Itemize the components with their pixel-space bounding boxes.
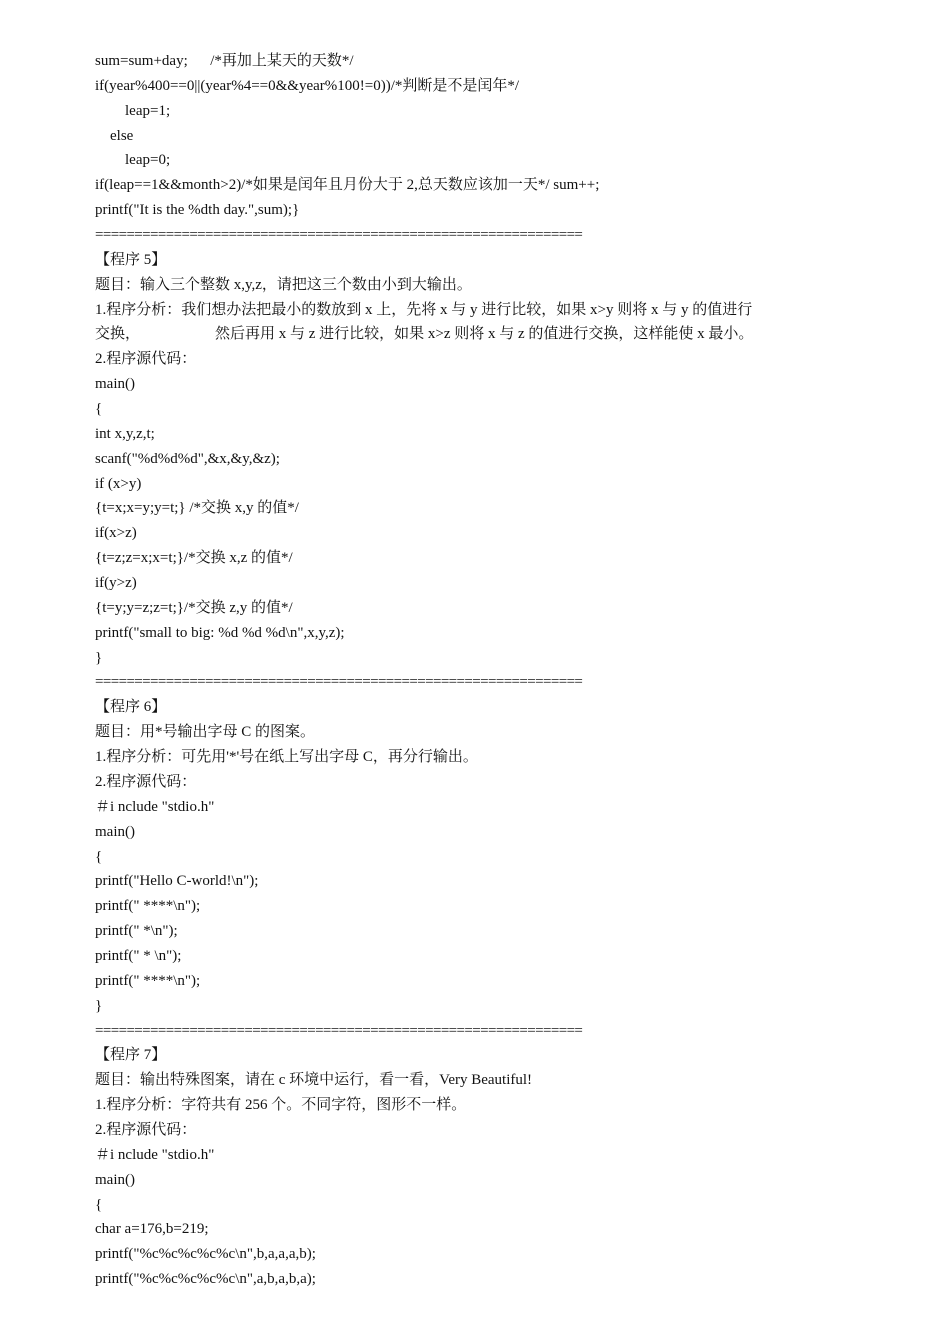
code-line: if(year%400==0||(year%4==0&&year%100!=0))/*判断是不是闰年*/ <box>95 77 520 94</box>
analysis-text: 1.程序分析：我们想办法把最小的数放到 x 上，先将 x 与 y 进行比较，如果 x>y 则将 x 与 y 的值进行 <box>95 301 753 318</box>
code-line: {t=z;z=x;x=t;}/*交换 x,z 的值*/ <box>95 550 293 567</box>
code-line: else <box>95 127 134 144</box>
source-code-label: 2.程序源代码： <box>95 1121 197 1138</box>
code-line: { <box>95 848 103 865</box>
analysis-text: 1.程序分析：可先用'*'号在纸上写出字母 C，再分行输出。 <box>95 749 478 766</box>
section-heading: 【程序 7】 <box>95 1047 167 1064</box>
code-line: leap=1; <box>95 102 171 119</box>
problem-statement: 题目：用*号输出字母 C 的图案。 <box>95 724 316 741</box>
separator-line: ============================================================== <box>95 674 583 691</box>
code-line: {t=x;x=y;y=t;} /*交换 x,y 的值*/ <box>95 500 299 517</box>
code-line: ＃i nclude "stdio.h" <box>95 1146 215 1163</box>
separator-line: ============================================================== <box>95 227 583 244</box>
code-line: char a=176,b=219; <box>95 1221 209 1238</box>
code-line: if (x>y) <box>95 475 142 492</box>
section-heading: 【程序 5】 <box>95 251 167 268</box>
code-line: } <box>95 997 103 1014</box>
separator-line: ============================================================== <box>95 1022 583 1039</box>
code-line: printf(" ****\n"); <box>95 972 201 989</box>
code-line: printf("small to big: %d %d %d\n",x,y,z); <box>95 624 345 641</box>
analysis-text: 交换， 然后再用 x 与 z 进行比较，如果 x>z 则将 x 与 z 的值进行交换，这样能使 x 最小。 <box>95 326 754 343</box>
code-line: } <box>95 649 103 666</box>
code-line: ＃i nclude "stdio.h" <box>95 798 215 815</box>
code-line: printf(" *\n"); <box>95 923 178 940</box>
code-line: main() <box>95 1171 135 1188</box>
source-code-label: 2.程序源代码： <box>95 773 197 790</box>
code-line: printf(" * \n"); <box>95 947 182 964</box>
problem-statement: 题目：输入三个整数 x,y,z，请把这三个数由小到大输出。 <box>95 276 472 293</box>
section-heading: 【程序 6】 <box>95 699 167 716</box>
code-line: { <box>95 401 103 418</box>
code-line: main() <box>95 376 135 393</box>
code-line: if(x>z) <box>95 525 137 542</box>
code-line: main() <box>95 823 135 840</box>
code-line: printf("%c%c%c%c%c\n",b,a,a,a,b); <box>95 1246 316 1263</box>
code-line: printf("It is the %dth day.",sum);} <box>95 202 300 219</box>
code-line: int x,y,z,t; <box>95 425 155 442</box>
code-line: printf("Hello C-world!\n"); <box>95 873 259 890</box>
code-line: scanf("%d%d%d",&x,&y,&z); <box>95 450 280 467</box>
code-line: if(leap==1&&month>2)/*如果是闰年且月份大于 2,总天数应该加一天*/ sum++; <box>95 177 600 194</box>
code-line: {t=y;y=z;z=t;}/*交换 z,y 的值*/ <box>95 599 293 616</box>
code-line: { <box>95 1196 103 1213</box>
source-code-label: 2.程序源代码： <box>95 351 197 368</box>
code-line: printf(" ****\n"); <box>95 898 201 915</box>
document-page <box>95 49 855 1292</box>
analysis-text: 1.程序分析：字符共有 256 个。不同字符，图形不一样。 <box>95 1097 467 1114</box>
code-line: leap=0; <box>95 152 171 169</box>
code-line: printf("%c%c%c%c%c\n",a,b,a,b,a); <box>95 1271 316 1288</box>
code-line: sum=sum+day; /*再加上某天的天数*/ <box>95 53 354 69</box>
code-line: if(y>z) <box>95 575 137 592</box>
problem-statement: 题目：输出特殊图案，请在 c 环境中运行，看一看，Very Beautiful! <box>95 1072 533 1089</box>
